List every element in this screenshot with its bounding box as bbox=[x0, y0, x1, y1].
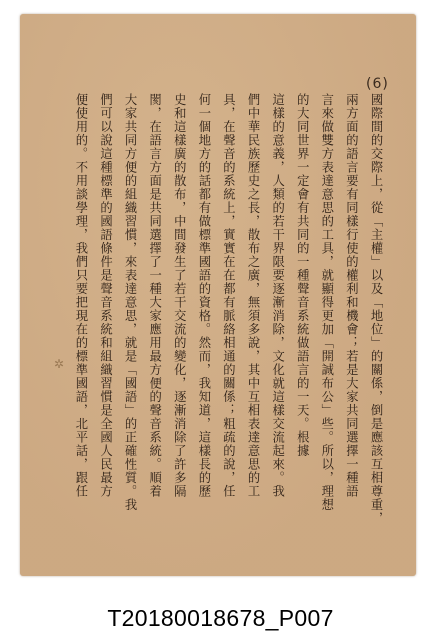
text-column: 兩方面的語言要有同樣行使的權利和機會；若是大家共同選擇一種語 bbox=[344, 93, 359, 498]
text-column: 國際間的交際上，從「主權」以及「地位」的關係，倒是應該互相尊重， bbox=[369, 93, 383, 525]
text-column: 們可以說這種標準的國語條件是聲音系統和組織習慣是全國人民最方 bbox=[98, 93, 113, 498]
page-number: (6) bbox=[366, 76, 389, 92]
vertical-text-body bbox=[68, 93, 386, 525]
text-column: 們中華民族歷史之長，散布之廣，無須多說，其中互相表達意思的工 bbox=[246, 93, 261, 498]
paper-stain-icon: ✲ bbox=[54, 357, 65, 371]
text-column: 史和這樣廣的散布，中間發生了若干交流的變化，逐漸消除了許多隔 bbox=[172, 93, 187, 498]
text-column: 何一個地方的話都有做標準國語的資格。然而，我知道，這樣長的歷 bbox=[196, 93, 211, 498]
text-column: 具，在聲音的系統上，實實在在都有脈絡相通的關係；粗疏的說，任 bbox=[221, 93, 236, 498]
text-column: 言來做雙方表達意思的工具，就顯得更加「開誠布公」些。所以，理想 bbox=[319, 93, 334, 512]
image-caption: T20180018678_P007 bbox=[0, 596, 441, 640]
text-column: 便使用的。不用談學理，我們只要把現在的標準國語，北平話，跟任 bbox=[73, 93, 88, 498]
text-column: 的大同世界一定會有共同的一種聲音系統做語言的一天。根據 bbox=[295, 93, 310, 458]
text-column: 閡，在語言方面是共同選擇了一種大家應用最方便的聲音系統。順着 bbox=[147, 93, 162, 498]
text-column: 這樣的意義，人類的若干界限要逐漸消除，文化就這樣交流起來。我 bbox=[270, 93, 285, 498]
text-column: 大家共同方便的組織習慣，來表達意思，就是「國語」的正確性質。我 bbox=[123, 93, 138, 512]
